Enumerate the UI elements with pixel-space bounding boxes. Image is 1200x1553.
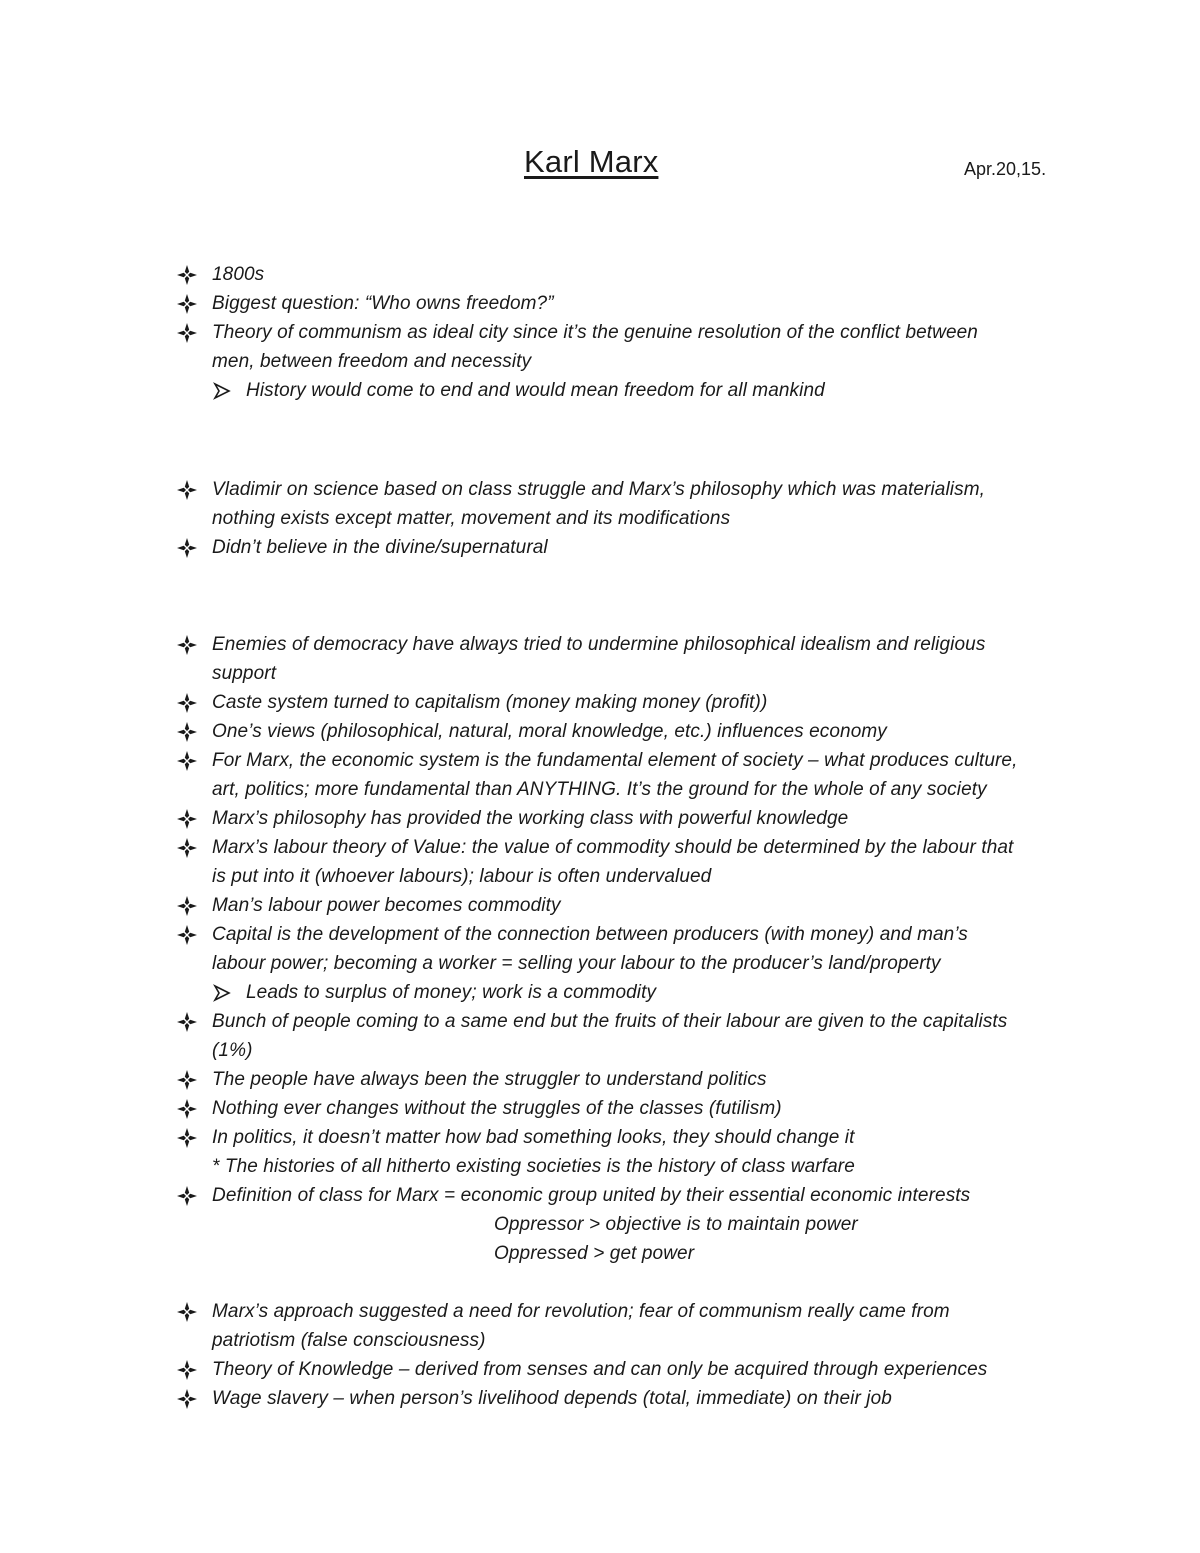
note-line: Marx’s approach suggested a need for revolution; fear of communism really came from bbox=[212, 1301, 950, 1322]
note-line: Vladimir on science based on class struggle and Marx’s philosophy which was materialism, bbox=[212, 479, 986, 500]
note-line: Capital is the development of the connection between producers (with money) and man’s bbox=[212, 924, 968, 945]
page-title: Karl Marx bbox=[524, 144, 659, 179]
note-line: Didn’t believe in the divine/supernatural bbox=[212, 537, 548, 558]
note-line: Leads to surplus of money; work is a commodity bbox=[246, 982, 657, 1003]
note-line: Nothing ever changes without the struggles of the classes (futilism) bbox=[212, 1098, 782, 1119]
note-line: Enemies of democracy have always tried to undermine philosophical idealism and religious bbox=[212, 634, 986, 655]
arrow-bullet-icon bbox=[213, 382, 231, 400]
diamond-bullet-icon bbox=[176, 837, 198, 859]
note-line: Marx’s philosophy has provided the working class with powerful knowledge bbox=[212, 808, 849, 829]
note-line: For Marx, the economic system is the fundamental element of society – what produces culture, bbox=[212, 750, 1018, 771]
note-line: Wage slavery – when person’s livelihood depends (total, immediate) on their job bbox=[212, 1388, 892, 1409]
note-line: Marx’s labour theory of Value: the value of commodity should be determined by the labour that bbox=[212, 837, 1014, 858]
diamond-bullet-icon bbox=[176, 721, 198, 743]
note-line: Definition of class for Marx = economic group united by their essential economic interests bbox=[212, 1185, 971, 1206]
note-line: The people have always been the struggler to understand politics bbox=[212, 1069, 767, 1090]
note-line: Oppressor > objective is to maintain power bbox=[494, 1214, 858, 1235]
date-label: Apr.20,15. bbox=[964, 159, 1047, 179]
diamond-bullet-icon bbox=[176, 293, 198, 315]
diamond-bullet-icon bbox=[176, 479, 198, 501]
note-line: 1800s bbox=[212, 264, 265, 285]
note-line: Theory of Knowledge – derived from senses and can only be acquired through experiences bbox=[212, 1359, 988, 1380]
diamond-bullet-icon bbox=[176, 750, 198, 772]
diamond-bullet-icon bbox=[176, 264, 198, 286]
note-line: Oppressed > get power bbox=[494, 1243, 695, 1264]
diamond-bullet-icon bbox=[176, 1301, 198, 1323]
note-line: Caste system turned to capitalism (money making money (profit)) bbox=[212, 692, 768, 713]
diamond-bullet-icon bbox=[176, 322, 198, 344]
diamond-bullet-icon bbox=[176, 1069, 198, 1091]
diamond-bullet-icon bbox=[176, 895, 198, 917]
note-line: Bunch of people coming to a same end but the fruits of their labour are given to the capitalists bbox=[212, 1011, 1008, 1032]
note-line: * The histories of all hitherto existing societies is the history of class warfare bbox=[212, 1156, 855, 1177]
note-line: labour power; becoming a worker = selling your labour to the producer’s land/property bbox=[212, 953, 941, 974]
note-line: art, politics; more fundamental than ANYTHING. It’s the ground for the whole of any society bbox=[212, 779, 987, 800]
note-line: One’s views (philosophical, natural, moral knowledge, etc.) influences economy bbox=[212, 721, 887, 742]
diamond-bullet-icon bbox=[176, 1359, 198, 1381]
note-line: men, between freedom and necessity bbox=[212, 351, 532, 372]
note-line: (1%) bbox=[212, 1040, 253, 1061]
diamond-bullet-icon bbox=[176, 1011, 198, 1033]
note-line: Biggest question: “Who owns freedom?” bbox=[212, 293, 554, 314]
note-line: Man’s labour power becomes commodity bbox=[212, 895, 561, 916]
diamond-bullet-icon bbox=[176, 1098, 198, 1120]
diamond-bullet-icon bbox=[176, 808, 198, 830]
diamond-bullet-icon bbox=[176, 537, 198, 559]
note-line: is put into it (whoever labours); labour is often undervalued bbox=[212, 866, 712, 887]
note-line: In politics, it doesn’t matter how bad something looks, they should change it bbox=[212, 1127, 855, 1148]
diamond-bullet-icon bbox=[176, 692, 198, 714]
note-line: nothing exists except matter, movement and its modifications bbox=[212, 508, 731, 529]
diamond-bullet-icon bbox=[176, 1185, 198, 1207]
note-line: patriotism (false consciousness) bbox=[212, 1330, 486, 1351]
diamond-bullet-icon bbox=[176, 1388, 198, 1410]
diamond-bullet-icon bbox=[176, 1127, 198, 1149]
diamond-bullet-icon bbox=[176, 634, 198, 656]
diamond-bullet-icon bbox=[176, 924, 198, 946]
note-line: support bbox=[212, 663, 277, 684]
arrow-bullet-icon bbox=[213, 984, 231, 1002]
note-line: Theory of communism as ideal city since it’s the genuine resolution of the conflict between bbox=[212, 322, 978, 343]
note-line: History would come to end and would mean freedom for all mankind bbox=[246, 380, 825, 401]
